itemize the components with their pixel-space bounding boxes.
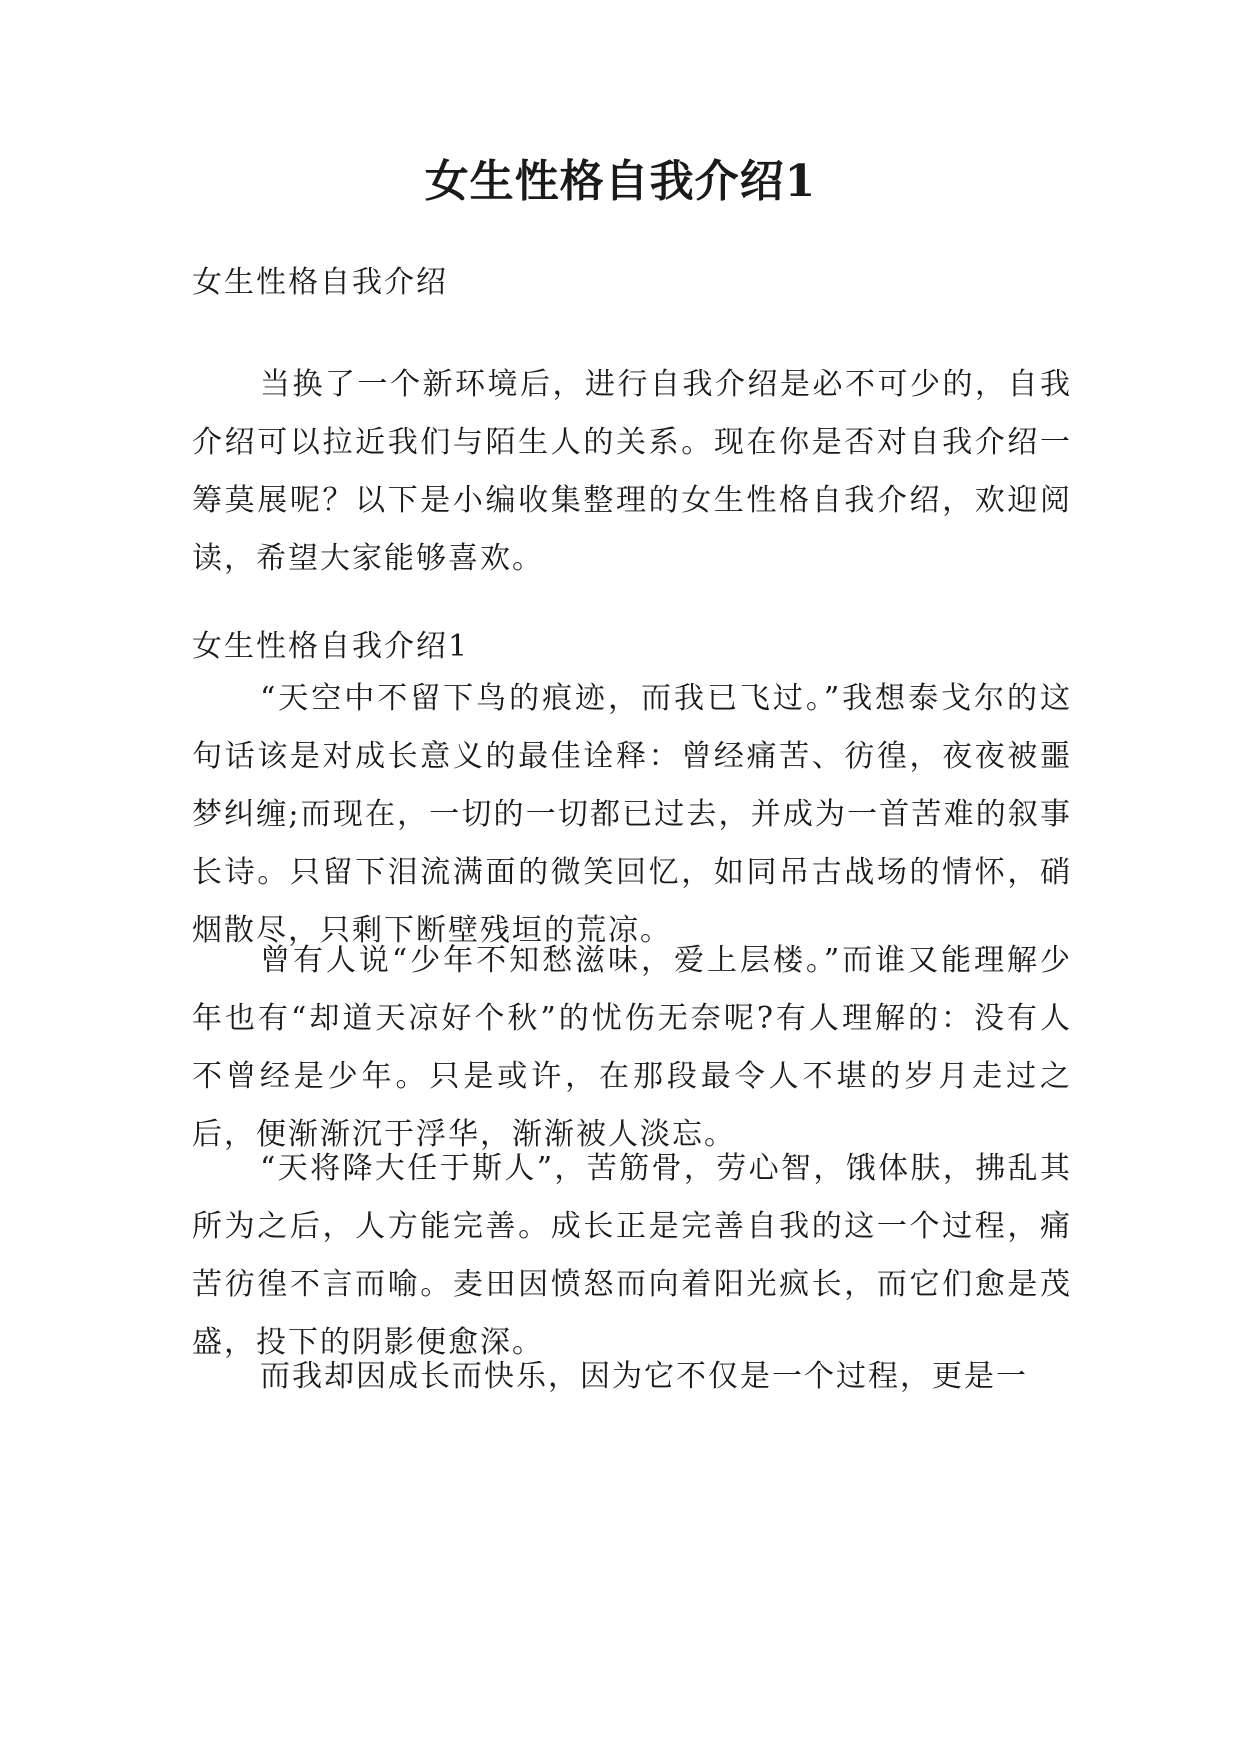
section-heading: 女生性格自我介绍1 bbox=[192, 629, 470, 664]
body-paragraph-3: “天将降大任于斯人”，苦筋骨，劳心智，饿体肤，拂乱其所为之后，人方能完善。成长正是完善自我的这一个过程，痛苦彷徨不言而喻。麦田因愤怒而向着阳光疯长，而它们愈是茂盛，投下的阴影便愈深。 bbox=[192, 1151, 1072, 1360]
body-paragraph-2: 曾有人说“少年不知愁滋味，爱上层楼。”而谁又能理解少年也有“却道天凉好个秋”的忧伤无奈呢?有人理解的：没有人不曾经是少年。只是或许，在那段最令人不堪的岁月走过之后，便渐渐沉于浮华，渐渐被人淡忘。 bbox=[192, 943, 1072, 1152]
body-paragraph-1: “天空中不留下鸟的痕迹，而我已飞过。”我想泰戈尔的这句话该是对成长意义的最佳诠释：曾经痛苦、彷徨，夜夜被噩梦纠缠;而现在，一切的一切都已过去，并成为一首苦难的叙事长诗。只留下泪流满面的微笑回忆，如同吊古战场的情怀，硝烟散尽，只剩下断壁残垣的荒凉。 bbox=[192, 681, 1072, 948]
intro-paragraph: 当换了一个新环境后，进行自我介绍是必不可少的，自我介绍可以拉近我们与陌生人的关系。现在你是否对自我介绍一筹莫展呢？以下是小编收集整理的女生性格自我介绍，欢迎阅读，希望大家能够喜欢。 bbox=[192, 367, 1072, 576]
body-paragraph-4: 而我却因成长而快乐，因为它不仅是一个过程，更是一 bbox=[260, 1359, 1028, 1394]
document-subtitle: 女生性格自我介绍 bbox=[192, 265, 448, 300]
document-title: 女生性格自我介绍1 bbox=[424, 156, 817, 207]
